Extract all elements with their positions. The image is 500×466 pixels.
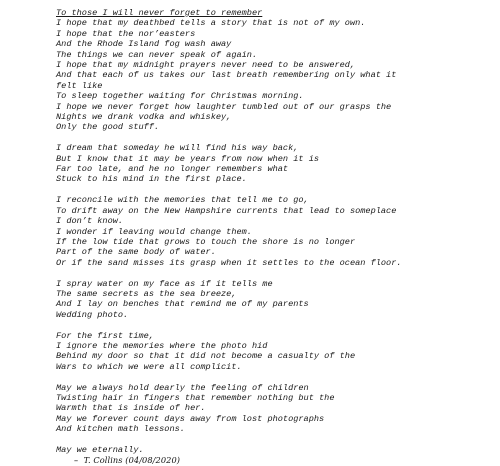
poem-title: To those I will never forget to remember — [56, 8, 263, 18]
poem-line: And I lay on benches that remind me of my parents — [56, 299, 309, 310]
stanza-5 — [56, 331, 486, 373]
poem-line: Nights we drank vodka and whiskey, — [56, 112, 232, 123]
poem-line: I ignore the memories where the photo hid — [56, 340, 268, 351]
stanza-7 — [56, 445, 486, 466]
poem-line: Only the good stuff. — [56, 122, 160, 133]
signature: – T. Collins (04/08/2020) — [74, 455, 181, 466]
poem-line: Warmth that is inside of her. — [56, 403, 206, 414]
stanza-6 — [56, 383, 486, 435]
poem-line: Twisting hair in fingers that remember nothing but the — [56, 392, 335, 403]
poem-line: May we always hold dearly the feeling of children — [56, 382, 309, 393]
poem-line: May we eternally. — [56, 444, 144, 455]
poem-line: I don’t know. — [56, 216, 124, 227]
poem-line: I hope that my midnight prayers never need to be answered, — [56, 60, 356, 71]
poem-line: For the first time, — [56, 330, 154, 341]
poem-line: felt like — [56, 80, 103, 91]
poem-line: Wedding photo. — [56, 309, 129, 320]
poem-line: I wonder if leaving would change them. — [56, 226, 252, 237]
poem-line: But I know that it may be years from now when it is — [56, 153, 320, 164]
poem-line: Far too late, and he no longer remembers what — [56, 164, 289, 175]
poem-line: Behind my door so that it did not become a casualty of the — [56, 351, 356, 362]
poem-line: I hope that my deathbed tells a story that is not of my own. — [56, 18, 366, 29]
stanza-4 — [56, 279, 486, 321]
poem-line: Wars to which we were all complicit. — [56, 361, 242, 372]
poem-line: To drift away on the New Hampshire currents that lead to someplace — [56, 205, 397, 216]
poem-line: If the low tide that grows to touch the shore is no longer — [56, 236, 356, 247]
poem-line: Or if the sand misses its grasp when it settles to the ocean floor. — [56, 257, 402, 268]
poem-line: May we forever count days away from lost photographs — [56, 413, 325, 424]
poem-line: Part of the same body of water. — [56, 247, 216, 258]
stanza-2 — [56, 143, 486, 185]
poem-line: I spray water on my face as if it tells me — [56, 278, 273, 289]
poem-line: I dream that someday he will find his way back, — [56, 143, 299, 154]
stanza-1 — [56, 18, 486, 132]
poem-line: The things we can never speak of again. — [56, 49, 258, 60]
poem-line: To sleep together waiting for Christmas morning. — [56, 91, 304, 102]
poem-line: And that each of us takes our last breath remembering only what it — [56, 70, 397, 81]
poem-line: And the Rhode Island fog wash away — [56, 39, 232, 50]
poem-line: I hope we never forget how laughter tumbled out of our grasps the — [56, 101, 392, 112]
poem-line: I reconcile with the memories that tell me to go, — [56, 195, 309, 206]
poem-line: The same secrets as the sea breeze, — [56, 288, 237, 299]
poem-line: Stuck to his mind in the first place. — [56, 174, 247, 185]
poem-line: I hope that the nor’easters — [56, 28, 196, 39]
stanza-3 — [56, 195, 486, 268]
poem — [56, 8, 486, 466]
poem-line: And kitchen math lessons. — [56, 424, 185, 435]
